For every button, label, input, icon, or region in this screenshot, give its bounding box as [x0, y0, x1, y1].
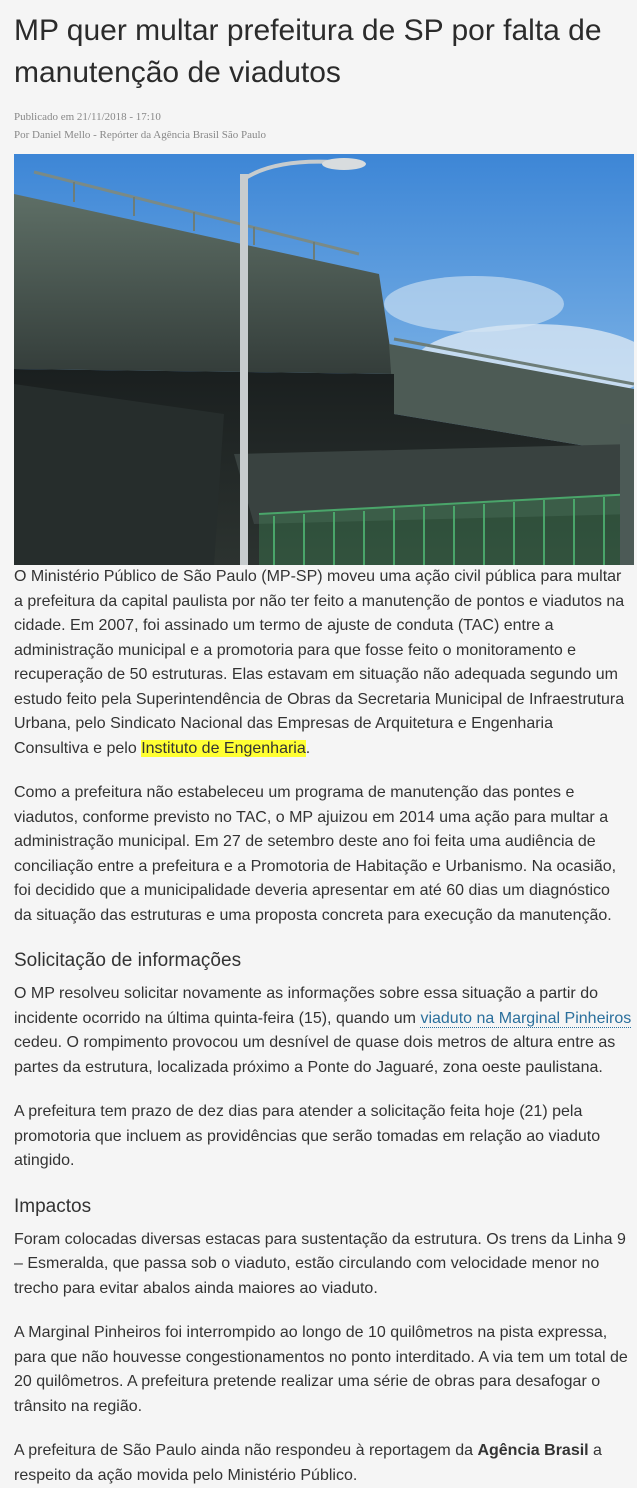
highlighted-text: Instituto de Engenharia [141, 739, 306, 757]
paragraph-3-end: cedeu. O rompimento provocou um desnível de quase dois metros de altura entre as partes da estrutura, localizada próximo a Ponte do Jaguaré, zona oeste paulistana. [14, 1034, 616, 1076]
paragraph-7 [14, 1439, 632, 1488]
agency-name: Agência Brasil [477, 1442, 589, 1459]
byline: Por Daniel Mello - Repórter da Agência Brasil São Paulo [14, 129, 267, 141]
viaduct-link[interactable]: viaduto na Marginal Pinheiros [420, 1009, 632, 1027]
article-title: MP quer multar prefeitura de SP por falta de manutenção de viadutos [14, 14, 602, 89]
paragraph-1-end: . [305, 739, 311, 757]
paragraph-1-text: O Ministério Público de São Paulo (MP-SP) moveu uma ação civil pública para multar a prefeitura da capital paulista por não ter feito a manutenção de pontos e viadutos na cidade. Em 2007, foi assinado um termo de ajuste de conduta (TAC) entre a administração municipal e a promotoria para que fosse feito o monitoramento e recuperação de 50 estruturas. Elas estavam em situação não adequada segundo um estudo feito pela Superintendência de Obras da Secretaria Municipal de Infraestrutura Urbana, pelo Sindicato Nacional das Empresas de Arquitetura e Engenharia Consultiva e pelo [14, 568, 625, 757]
paragraph-3-text: O MP resolveu solicitar novamente as informações sobre essa situação a partir do incidente ocorrido na última quinta-feira (15), quando um [14, 985, 598, 1027]
paragraph-1 [14, 565, 632, 761]
paragraph-4: A prefeitura tem prazo de dez dias para atender a solicitação feita hoje (21) pela promotoria que incluem as providências que serão tomadas em relação ao viaduto atingido. [14, 1103, 601, 1169]
heading-impactos: Impactos [14, 1195, 92, 1217]
paragraph-5: Foram colocadas diversas estacas para sustentação da estrutura. Os trens da Linha 9 – Esmeralda, que passa sob o viaduto, estão circulando com velocidade menor no trecho para evitar abalos ainda maiores ao viaduto. [14, 1230, 626, 1297]
paragraph-6: A Marginal Pinheiros foi interrompido ao longo de 10 quilômetros na pista expressa, para que não houvesse congestionamentos no ponto interditado. A via tem um total de 20 quilômetros. A prefeitura pretende realizar uma série de obras para desafogar o trânsito na região. [14, 1324, 628, 1415]
paragraph-7-text: A prefeitura de São Paulo ainda não respondeu à reportagem da [14, 1442, 478, 1459]
paragraph-2: Como a prefeitura não estabeleceu um programa de manutenção das pontes e viadutos, conforme previsto no TAC, o MP ajuizou em 2014 uma ação para multar a administração municipal. Em 27 de setembro deste ano foi feita uma audiência de conciliação entre a prefeitura e a Promotoria de Habitação e Urbanismo. Na ocasião, foi decidido que a municipalidade deveria apresentar em até 60 dias um diagnóstico da situação das estruturas e uma proposta concreta para execução da manutenção. [14, 784, 617, 924]
paragraph-3 [14, 982, 632, 1080]
article-meta [14, 108, 632, 144]
paragraph-7-end: a respeito da ação movida pelo Ministério Público. [14, 1442, 602, 1484]
heading-solicitacao: Solicitação de informações [14, 950, 242, 971]
viaduct-photo [14, 154, 634, 565]
publish-date: Publicado em 21/11/2018 - 17:10 [14, 111, 161, 123]
